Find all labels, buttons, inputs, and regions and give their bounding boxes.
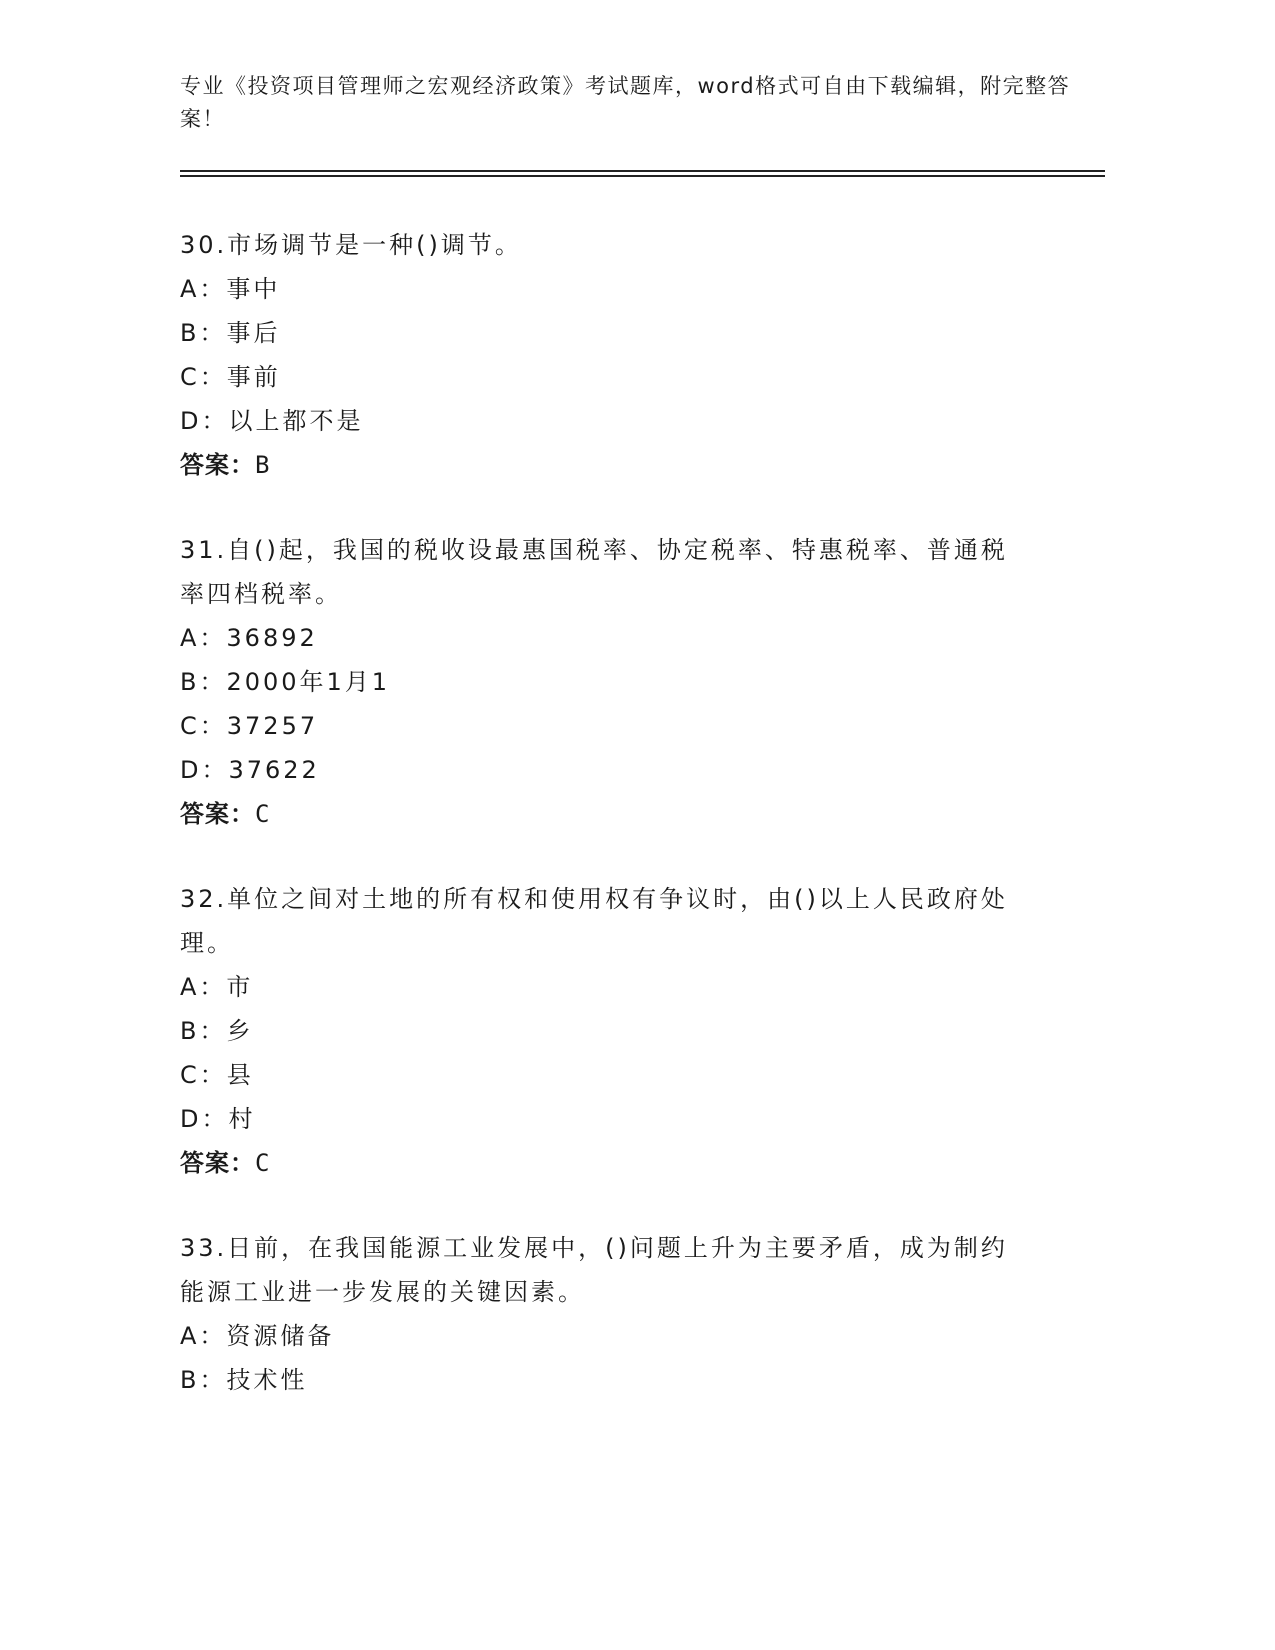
answer-label: 答案： [180, 1149, 255, 1177]
option-b: B：技术性 [180, 1366, 308, 1394]
question-stem: 33.日前，在我国能源工业发展中，()问题上升为主要矛盾，成为制约能源工业进一步发展的关键因素。 [180, 1234, 1008, 1306]
answer-line [180, 1141, 1060, 1185]
option-a: A：资源储备 [180, 1322, 335, 1350]
question-stem: 31.自()起，我国的税收设最惠国税率、协定税率、特惠税率、普通税率四档税率。 [180, 536, 1008, 608]
question-32 [180, 877, 1060, 1185]
answer-value: C [255, 800, 273, 828]
answer-value: C [255, 1149, 273, 1177]
option-a: A：36892 [180, 624, 318, 652]
answer-label: 答案： [180, 451, 255, 479]
option-a: A：事中 [180, 275, 281, 303]
question-33 [180, 1226, 1060, 1402]
option-d: D：37622 [180, 756, 320, 784]
header-divider-top [180, 170, 1105, 172]
question-30 [180, 223, 1060, 487]
option-c: C：37257 [180, 712, 319, 740]
option-c: C：县 [180, 1061, 254, 1089]
option-d: D：以上都不是 [180, 407, 364, 435]
option-b: B：乡 [180, 1017, 254, 1045]
option-d: D：村 [180, 1105, 256, 1133]
answer-line [180, 792, 1060, 836]
question-stem: 32.单位之间对土地的所有权和使用权有争议时，由()以上人民政府处理。 [180, 885, 1008, 957]
question-stem: 30.市场调节是一种()调节。 [180, 231, 522, 259]
option-c: C：事前 [180, 363, 281, 391]
option-a: A：市 [180, 973, 254, 1001]
option-b: B：2000年1月1 [180, 668, 391, 696]
answer-value: B [255, 451, 273, 479]
option-b: B：事后 [180, 319, 281, 347]
answer-label: 答案： [180, 800, 255, 828]
header-divider-bottom [180, 175, 1105, 177]
document-header: 专业《投资项目管理师之宏观经济政策》考试题库，word格式可自由下载编辑，附完整答案！ [180, 74, 1071, 131]
answer-line [180, 443, 1060, 487]
question-31 [180, 528, 1060, 836]
